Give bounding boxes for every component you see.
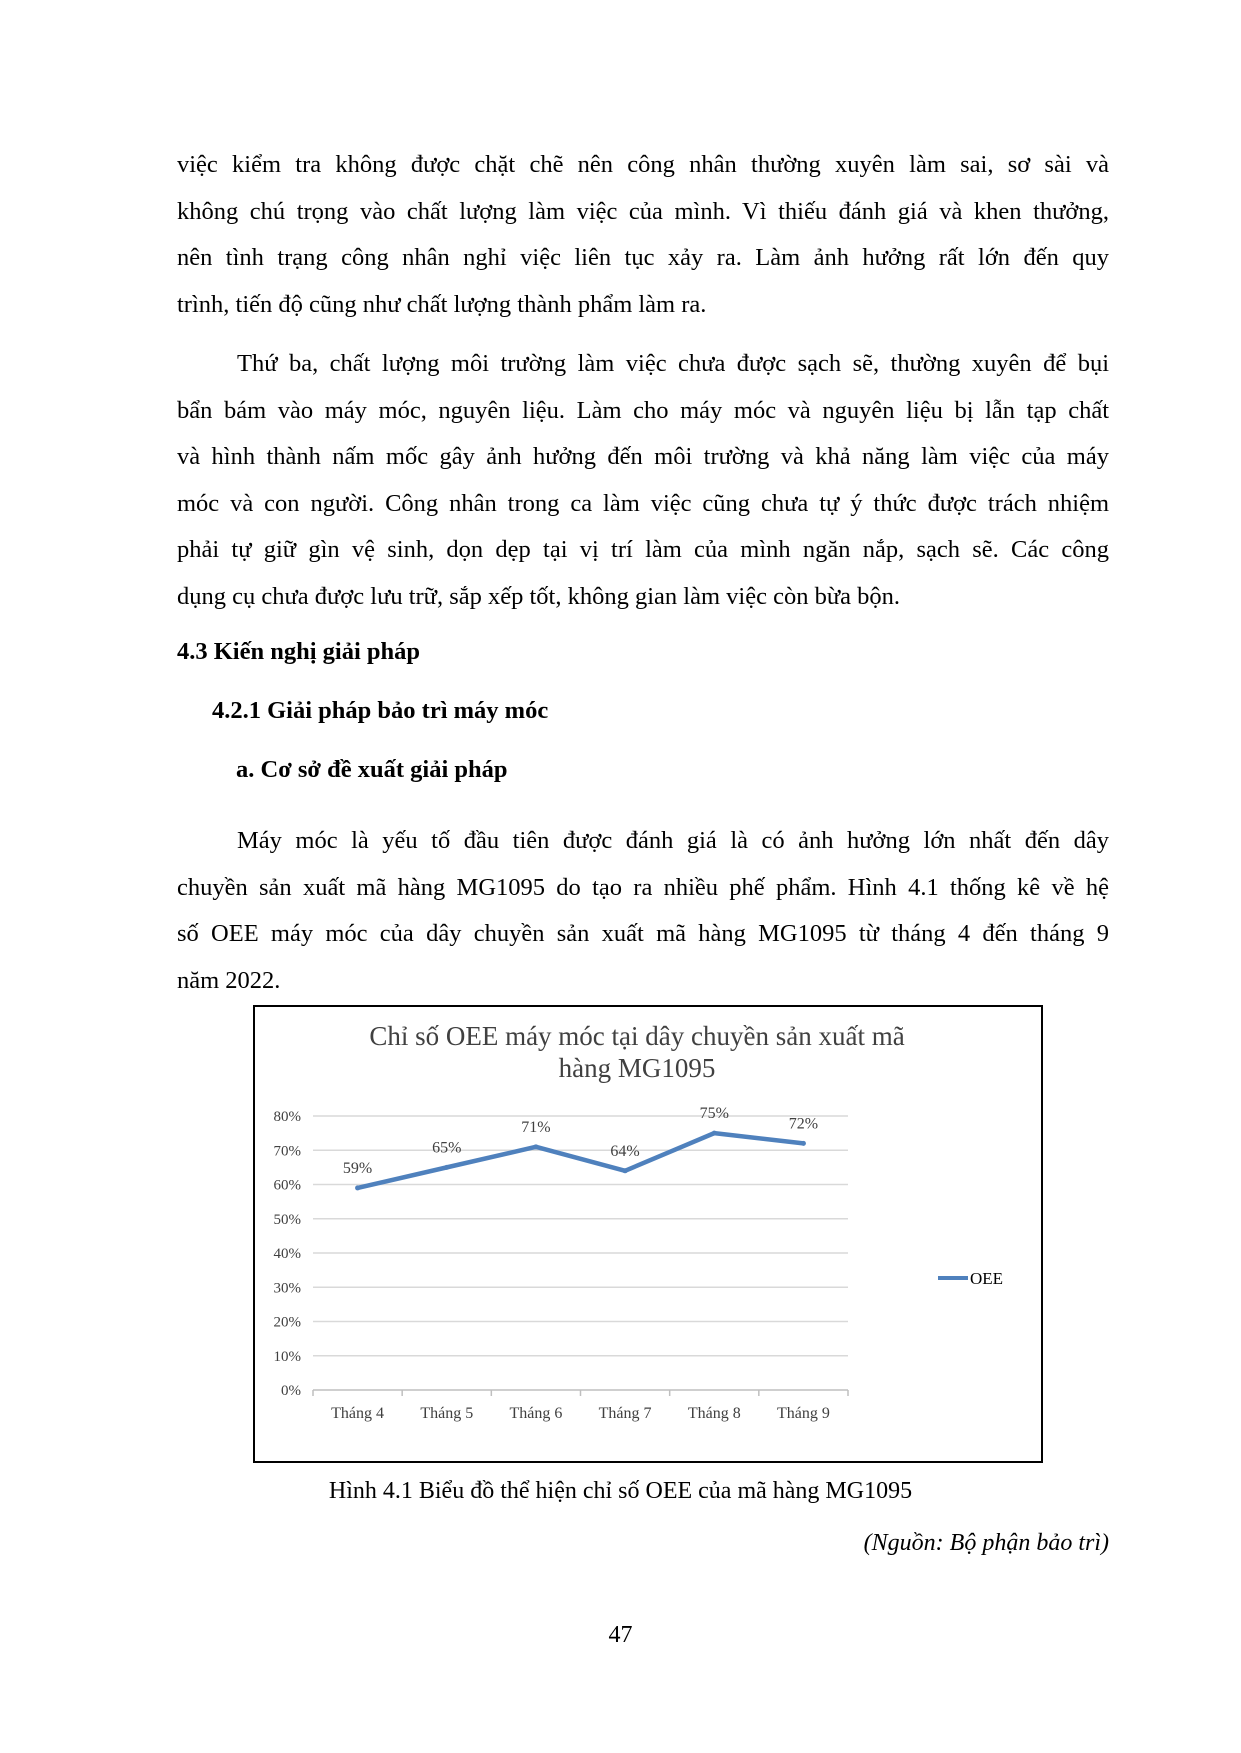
text-line: dụng cụ chưa được lưu trữ, sắp xếp tốt, không gian làm việc còn bừa bộn.: [177, 582, 900, 610]
data-point: [801, 1141, 806, 1146]
text-line: Thứ ba, chất lượng môi trường làm việc chưa được sạch sẽ, thường xuyên để bụi: [237, 350, 1109, 377]
figure-caption: Hình 4.1 Biểu đồ thể hiện chỉ số OEE của mã hàng MG1095: [328, 1478, 913, 1504]
data-label: 65%: [432, 1139, 462, 1157]
y-tick-label: 40%: [273, 1246, 301, 1262]
x-tick-label: Tháng 4: [331, 1405, 385, 1422]
data-label: 59%: [342, 1159, 373, 1177]
page-number: 47: [608, 1622, 633, 1648]
x-tick-label: Tháng 6: [509, 1405, 563, 1422]
text-line: bẩn bám vào máy móc, nguyên liệu. Làm cho máy móc và nguyên liệu bị lẫn tạp chất: [177, 396, 1109, 424]
text-line: nên tình trạng công nhân nghỉ việc liên tục xảy ra. Làm ảnh hưởng rất lớn đến quy: [177, 244, 1109, 271]
data-label: 64%: [610, 1142, 640, 1160]
y-tick-label: 60%: [273, 1177, 301, 1194]
oee-line-chart: [255, 1007, 1041, 1461]
series-line-oee: [358, 1133, 804, 1188]
y-tick-label: 30%: [273, 1280, 301, 1297]
text-line: phải tự giữ gìn vệ sinh, dọn dẹp tại vị trí làm của mình ngăn nắp, sạch sẽ. Các công: [177, 536, 1109, 563]
y-tick-label: 0%: [281, 1383, 301, 1399]
text-line: số OEE máy móc của dây chuyền sản xuất mã hàng MG1095 từ tháng 4 đến tháng 9: [177, 920, 1109, 947]
series-oee: [355, 1131, 806, 1191]
chart-title-line-1: Chỉ số OEE máy móc tại dây chuyền sản xuất mã: [369, 1021, 905, 1051]
text-line: chuyền sản xuất mã hàng MG1095 do tạo ra nhiều phế phẩm. Hình 4.1 thống kê về hệ: [177, 873, 1109, 901]
text-line: Máy móc là yếu tố đầu tiên được đánh giá là có ảnh hưởng lớn nhất đến dây: [237, 827, 1109, 854]
y-axis-ticks: [274, 1109, 302, 1399]
x-tick-label: Tháng 8: [687, 1405, 741, 1422]
paragraph-continuation: [177, 142, 1109, 328]
text-line: không chú trọng vào chất lượng làm việc của mình. Vì thiếu đánh giá và khen thưởng,: [177, 197, 1109, 225]
x-tick-label: Tháng 7: [598, 1405, 652, 1422]
data-label: 71%: [521, 1118, 551, 1136]
figure-source: (Nguồn: Bộ phận bảo trì): [863, 1530, 1109, 1556]
paragraph-machine-basis: [177, 818, 1109, 1004]
text-line: năm 2022.: [177, 966, 281, 994]
x-tick-label: Tháng 5: [420, 1405, 474, 1422]
gridlines: [313, 1116, 848, 1356]
y-tick-label: 70%: [273, 1143, 301, 1160]
data-label: 72%: [788, 1115, 819, 1133]
oee-chart: [253, 1005, 1043, 1463]
chart-title-line-2: hàng MG1095: [558, 1053, 716, 1083]
data-label: 75%: [699, 1105, 729, 1123]
legend: [938, 1269, 1003, 1288]
subsection-heading: 4.2.1 Giải pháp bảo trì máy móc: [212, 697, 549, 724]
data-point: [444, 1165, 449, 1170]
data-point: [623, 1168, 628, 1173]
data-point: [355, 1185, 360, 1190]
text-line: việc kiểm tra không được chặt chẽ nên công nhân thường xuyên làm sai, sơ sài và: [177, 151, 1109, 178]
x-tick-label: Tháng 9: [776, 1405, 830, 1422]
text-line: và hình thành nấm mốc gây ảnh hưởng đến môi trường và khả năng làm việc của máy: [177, 443, 1109, 470]
data-point: [533, 1144, 538, 1149]
sub-subsection-heading: a. Cơ sở đề xuất giải pháp: [236, 756, 508, 783]
y-tick-label: 10%: [273, 1348, 301, 1365]
x-axis: [313, 1390, 848, 1422]
paragraph-third-point: [177, 341, 1109, 620]
text-line: trình, tiến độ cũng như chất lượng thành phẩm làm ra.: [177, 290, 707, 318]
data-point: [712, 1131, 717, 1136]
y-tick-label: 20%: [273, 1314, 301, 1331]
text-line: móc và con người. Công nhân trong ca làm việc cũng chưa tự ý thức được trách nhiệm: [177, 489, 1109, 517]
y-tick-label: 50%: [273, 1211, 301, 1228]
legend-label-oee: OEE: [970, 1269, 1004, 1288]
section-heading: 4.3 Kiến nghị giải pháp: [177, 638, 421, 665]
y-tick-label: 80%: [273, 1109, 301, 1125]
